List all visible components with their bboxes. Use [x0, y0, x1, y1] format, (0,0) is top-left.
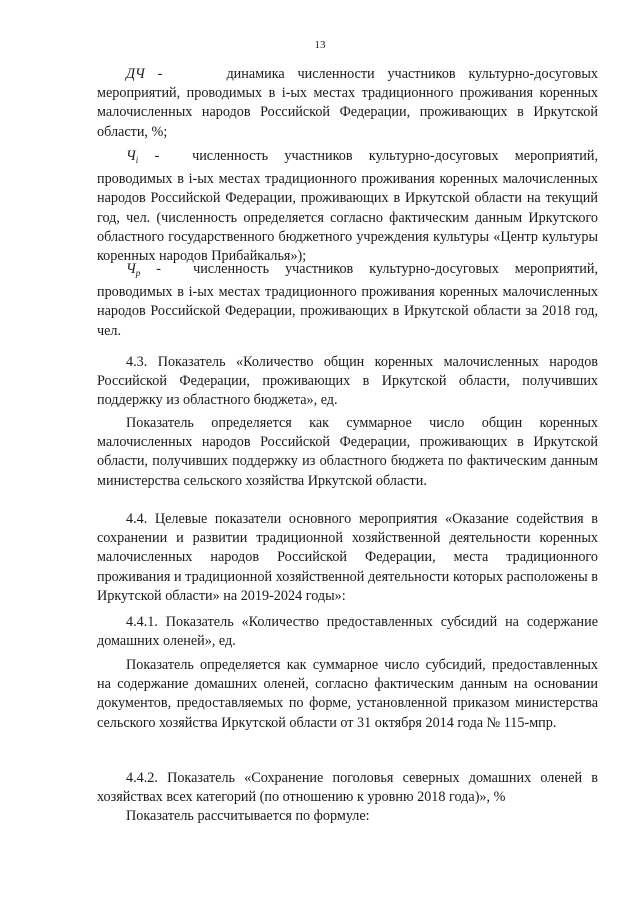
- definition-text: численность участников культурно-досуговых мероприятий, проводимых в i-ых местах традиционного проживания коренных малочисленных народов Российской Федерации, проживающих в Иркутской области за 2018 год, чел.: [97, 261, 599, 339]
- definition-dash: -: [140, 261, 162, 277]
- definition-spacer: [159, 148, 192, 164]
- symbol-ch: Ч: [126, 261, 136, 277]
- definition-dash: -: [138, 148, 160, 164]
- definition-text: динамика численности участников культурно-досуговых мероприятий, проводимых в i-ых местах традиционного проживания коренных малочисленных народов Российской Федерации, проживающих в Иркутской области, %;: [97, 66, 598, 140]
- section-4-4-1-title: 4.4.1. Показатель «Количество предоставленных субсидий на содержание домашних оленей», ед.: [97, 614, 598, 650]
- definition-dch: [97, 65, 598, 142]
- section-4-4-1-body: Показатель определяется как суммарное число субсидий, предоставленных на содержание домашних оленей, согласно фактическим данным на основании документов, предоставляемых по форме, установленной приказом министерства сельского хозяйства Иркутской области от 31 октября 2014 года № 115-мпр.: [97, 657, 598, 731]
- definition-spacer: [162, 66, 226, 82]
- symbol-dch: ДЧ: [126, 66, 145, 82]
- page-number: 13: [314, 39, 326, 51]
- symbol-subscript: i: [135, 155, 139, 165]
- formula-intro: Показатель рассчитывается по формуле:: [126, 808, 370, 824]
- definition-chr: [97, 260, 598, 341]
- section-4-3-title: 4.3. Показатель «Количество общин коренных малочисленных народов Российской Федерации, проживающих в Иркутской области, получивших поддержку из областного бюджета», ед.: [97, 354, 598, 409]
- section-4-3-body: Показатель определяется как суммарное число общин коренных малочисленных народов Российской Федерации, проживающих в Иркутской области, получивших поддержку из областного бюджета по фактическим данным министерства сельского хозяйства Иркутской области.: [97, 415, 598, 489]
- symbol-subscript: р: [135, 268, 141, 278]
- definition-chi: [97, 147, 598, 266]
- definition-dash: -: [144, 66, 163, 82]
- definition-spacer: [161, 261, 193, 277]
- definition-text: численность участников культурно-досуговых мероприятий, проводимых в i-ых местах традиционного проживания коренных малочисленных народов Российской Федерации, проживающих в Иркутской области на текущий год, чел. (численность определяется согласно фактическим данным Иркутского областного государственного бюджетного учреждения культуры «Центр культуры коренных народов Прибайкалья»);: [97, 148, 598, 265]
- symbol-ch: Ч: [126, 148, 136, 164]
- section-4-4-2-title: 4.4.2. Показатель «Сохранение поголовья северных домашних оленей в хозяйствах всех категорий (по отношению к уровню 2018 года)», %: [97, 770, 598, 806]
- section-4-4-title: 4.4. Целевые показатели основного мероприятия «Оказание содействия в сохранении и развитии традиционной хозяйственной деятельности коренных малочисленных народов Российской Федерации, места традиционного проживания и традиционной хозяйственной деятельности которых расположены в Иркутской области» на 2019-2024 годы»:: [97, 511, 598, 604]
